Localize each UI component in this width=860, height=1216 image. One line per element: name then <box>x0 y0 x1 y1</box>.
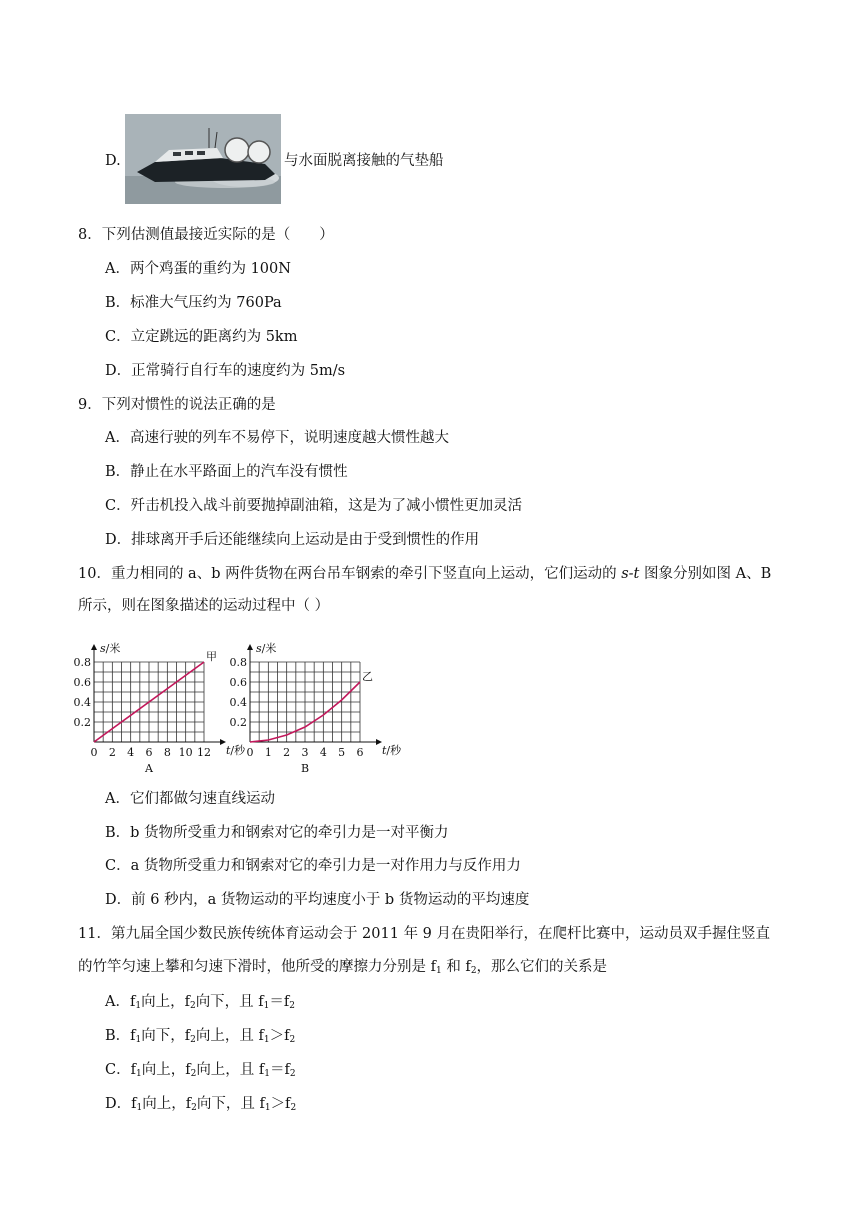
q11-b-part1: 向下，f <box>141 1028 191 1044</box>
q8-option-b: B．标准大气压约为 760Pa <box>105 295 282 311</box>
x-tick-label: 1 <box>264 746 272 759</box>
q11-c-sub3: 1 <box>264 1069 271 1079</box>
q11-c-rel: ＝f <box>270 1062 290 1078</box>
q11-d-letter: D．f <box>105 1096 137 1112</box>
q11-d-sub4: 2 <box>290 1103 297 1113</box>
q11-a-rel: ＝f <box>269 994 290 1010</box>
x-tick-label: 0 <box>246 746 254 759</box>
y-axis-arrow <box>247 644 253 650</box>
q11-sub2: 2 <box>470 966 477 976</box>
y-tick-label: 0.4 <box>73 696 91 709</box>
x-tick-label: 4 <box>127 746 135 759</box>
q11-b-sub3: 1 <box>263 1035 270 1045</box>
q11-a-part1: 向上，f <box>141 994 190 1010</box>
x-axis-label: t/秒 <box>382 744 402 757</box>
q11-d-sub3: 1 <box>264 1103 271 1113</box>
q7-option-d-text: 与水面脱离接触的气垫船 <box>284 153 444 169</box>
q11-stem2-mid: 和 f <box>441 959 471 975</box>
y-tick-label: 0.2 <box>73 716 91 729</box>
q8-option-d: D．正常骑行自行车的速度约为 5m/s <box>105 363 346 379</box>
q10-stem-post: 图象分别如图 A、B <box>639 566 772 582</box>
y-tick-label: 0.6 <box>229 676 247 689</box>
q8-option-c: C．立定跳远的距离约为 5km <box>105 329 298 345</box>
x-tick-label: 5 <box>338 746 346 759</box>
chart-b <box>228 624 428 776</box>
y-axis-label: s/米 <box>100 642 121 655</box>
q11-option-b <box>105 1026 295 1050</box>
q11-b-sub2: 2 <box>190 1035 196 1045</box>
series-label: 甲 <box>206 650 217 663</box>
y-axis-arrow <box>91 644 97 650</box>
y-tick-label: 0.8 <box>73 656 91 669</box>
x-tick-label: 8 <box>163 746 171 759</box>
q10-option-d: D．前 6 秒内，a 货物运动的平均速度小于 b 货物运动的平均速度 <box>105 892 530 908</box>
q11-b-part2: 向上，且 f <box>195 1028 264 1044</box>
q9-option-c: C．歼击机投入战斗前要抛掉副油箱，这是为了减小惯性更加灵活 <box>105 498 523 514</box>
q9-stem: 9．下列对惯性的说法正确的是 <box>78 397 276 413</box>
q11-stem-line2 <box>78 957 607 981</box>
q10-stem-line2: 所示，则在图象描述的运动过程中（ ） <box>78 598 330 614</box>
q10-stem-pre: 10．重力相同的 a、b 两件货物在两台吊车钢索的牵引下竖直向上运动，它们运动的 <box>78 566 622 582</box>
q11-c-sub4: 2 <box>289 1069 296 1079</box>
q11-stem2-post: ，那么它们的关系是 <box>476 959 608 975</box>
q11-b-sub1: 1 <box>135 1035 142 1045</box>
q11-b-rel: ＞f <box>269 1028 290 1044</box>
x-tick-label: 3 <box>301 746 309 759</box>
q11-stem2-pre: 的竹竿匀速上攀和匀速下滑时，他所受的摩擦力分别是 f <box>78 959 436 975</box>
x-tick-label: 12 <box>197 746 211 759</box>
q11-option-c <box>105 1060 296 1084</box>
q11-a-letter: A．f <box>105 994 136 1010</box>
y-tick-label: 0.4 <box>229 696 247 709</box>
q9-option-d: D．排球离开手后还能继续向上运动是由于受到惯性的作用 <box>105 532 480 548</box>
q11-d-sub2: 2 <box>191 1103 197 1113</box>
q11-stem-line1: 11．第九届全国少数民族传统体育运动会于 2011 年 9 月在贵阳举行，在爬杆比赛中，运动员双手握住竖直 <box>78 926 771 942</box>
hovercraft-illustration <box>125 114 281 204</box>
y-tick-label: 0.2 <box>229 716 247 729</box>
hovercraft-photo <box>125 114 281 204</box>
q10-option-b: B．b 货物所受重力和钢索对它的牵引力是一对平衡力 <box>105 825 449 841</box>
q7-option-d-letter: D. <box>105 153 121 169</box>
q11-b-letter: B．f <box>105 1028 136 1044</box>
x-tick-label: 4 <box>319 746 327 759</box>
q11-d-rel: ＞f <box>270 1096 291 1112</box>
q8-option-a: A．两个鸡蛋的重约为 100N <box>105 261 291 277</box>
x-tick-label: 6 <box>145 746 153 759</box>
q9-option-b: B．静止在水平路面上的汽车没有惯性 <box>105 464 348 480</box>
q11-option-a <box>105 992 295 1016</box>
q11-d-part1: 向上，f <box>142 1096 192 1112</box>
q9-option-a: A．高速行驶的列车不易停下，说明速度越大惯性越大 <box>105 430 449 446</box>
q10-stem-st: s-t <box>621 566 640 582</box>
q11-d-part2: 向下，且 f <box>196 1096 265 1112</box>
q11-c-sub2: 2 <box>190 1069 197 1079</box>
q11-b-sub4: 2 <box>289 1035 296 1045</box>
x-tick-label: 6 <box>356 746 364 759</box>
x-tick-label: 2 <box>108 746 116 759</box>
q11-a-sub1: 1 <box>135 1001 142 1011</box>
x-tick-label: 10 <box>178 746 193 759</box>
q10-option-c: C．a 货物所受重力和钢索对它的牵引力是一对作用力与反作用力 <box>105 858 521 874</box>
q11-a-sub3: 1 <box>263 1001 270 1011</box>
x-tick-label: 2 <box>283 746 291 759</box>
series-label: 乙 <box>362 670 373 683</box>
q11-c-sub1: 1 <box>135 1069 142 1079</box>
x-axis-label: t/秒 <box>226 744 246 757</box>
q11-c-part2: 向上，且 f <box>196 1062 265 1078</box>
y-tick-label: 0.8 <box>229 656 247 669</box>
q11-c-letter: C．f <box>105 1062 136 1078</box>
chart-a <box>72 624 252 776</box>
q10-stem-line1 <box>78 564 771 584</box>
x-tick-label: 0 <box>90 746 98 759</box>
y-axis-label: s/米 <box>256 642 277 655</box>
q11-c-part1: 向上，f <box>141 1062 191 1078</box>
q11-option-d <box>105 1094 296 1118</box>
q8-stem: 8．下列估测值最接近实际的是（ ） <box>78 227 334 243</box>
q11-sub1: 1 <box>435 966 442 976</box>
q11-a-sub4: 2 <box>289 1001 296 1011</box>
q11-d-sub1: 1 <box>136 1103 143 1113</box>
q10-option-a: A．它们都做匀速直线运动 <box>105 791 275 807</box>
chart-caption: A <box>145 762 153 775</box>
chart-caption: B <box>300 762 310 775</box>
q11-a-sub2: 2 <box>189 1001 196 1011</box>
q11-a-part2: 向下，且 f <box>195 994 264 1010</box>
y-tick-label: 0.6 <box>73 676 91 689</box>
